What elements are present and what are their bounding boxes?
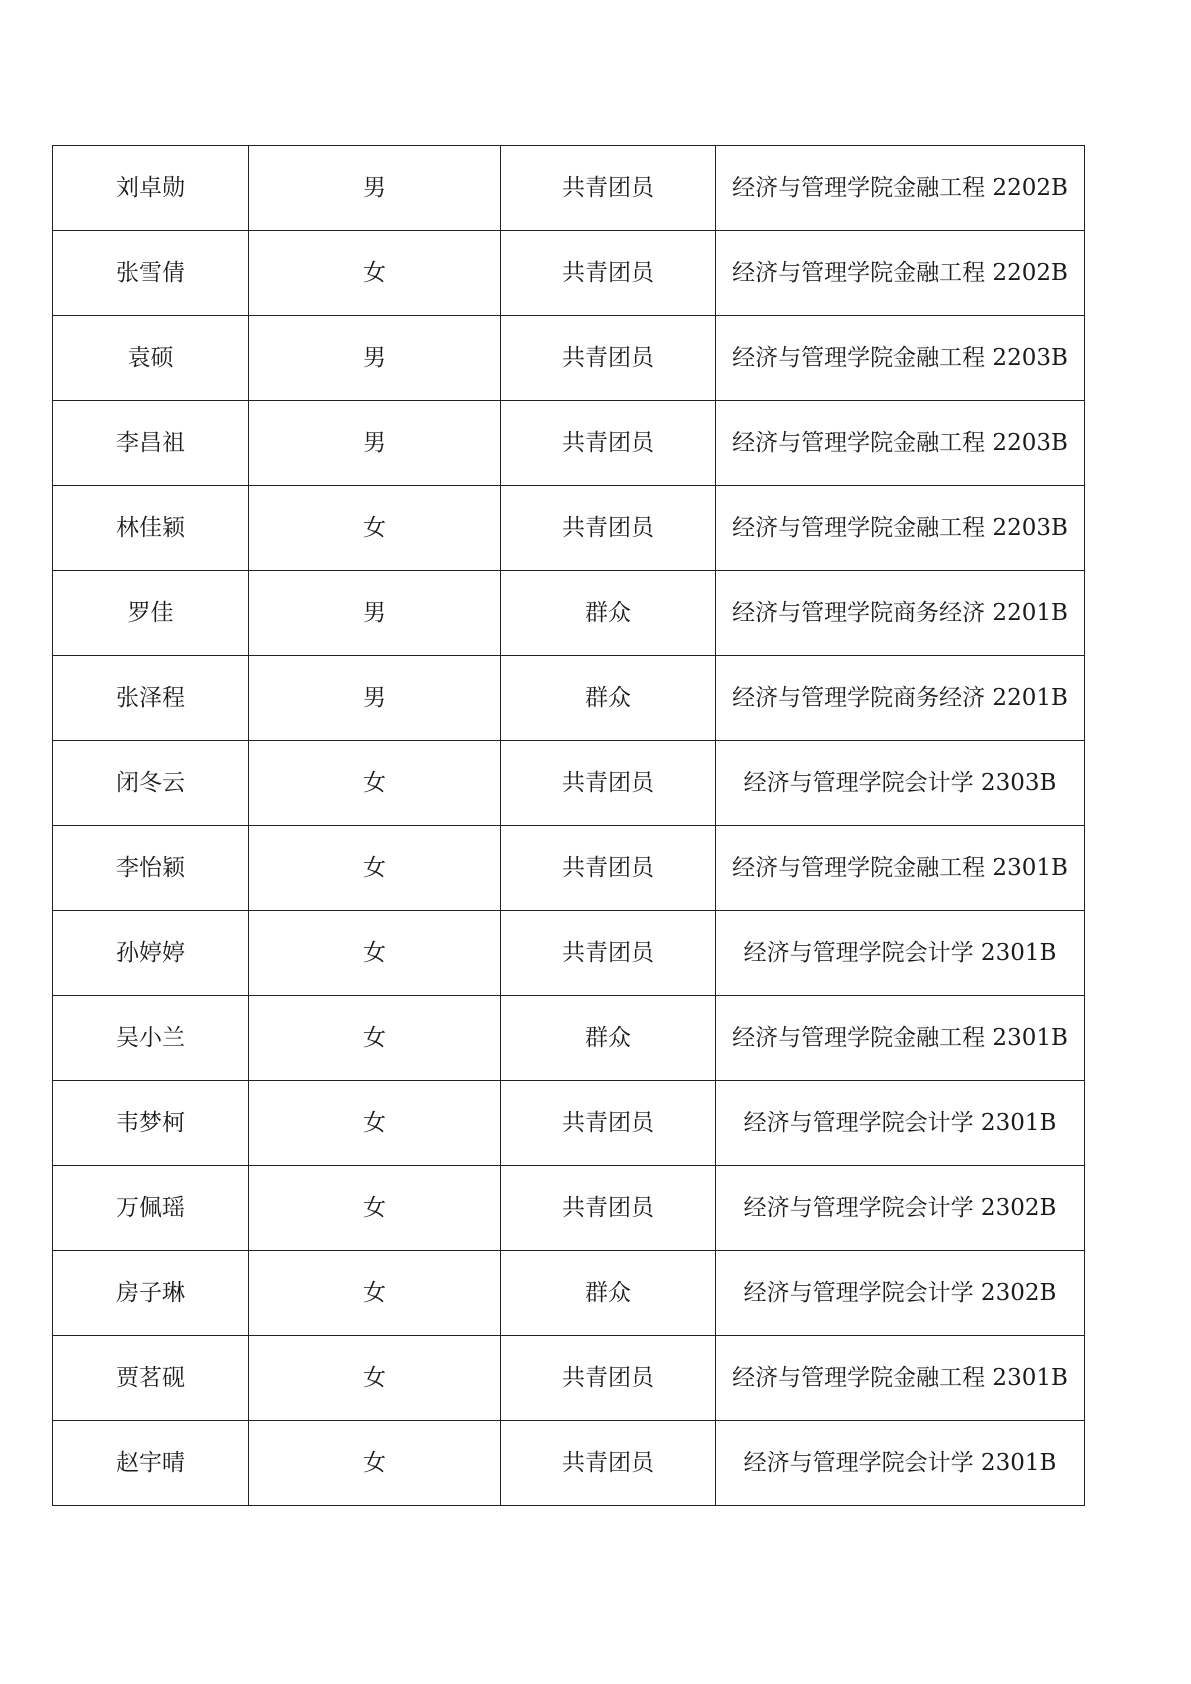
student-name-cell: 万佩瑶 (53, 1166, 249, 1251)
gender-cell: 女 (249, 741, 501, 826)
student-name-cell: 孙婷婷 (53, 911, 249, 996)
student-name-cell: 袁硕 (53, 316, 249, 401)
student-name-cell: 韦梦柯 (53, 1081, 249, 1166)
political-status-cell: 共青团员 (501, 741, 716, 826)
table-row (53, 1251, 1085, 1336)
table-row (53, 231, 1085, 316)
gender-cell: 女 (249, 826, 501, 911)
table-row (53, 1166, 1085, 1251)
class-cell: 经济与管理学院会计学 2301B (716, 1081, 1085, 1166)
class-cell: 经济与管理学院会计学 2302B (716, 1166, 1085, 1251)
student-name-cell: 李怡颖 (53, 826, 249, 911)
table-row (53, 1081, 1085, 1166)
political-status-cell: 共青团员 (501, 1421, 716, 1506)
student-name-cell: 贾茗砚 (53, 1336, 249, 1421)
class-cell: 经济与管理学院会计学 2303B (716, 741, 1085, 826)
student-roster-table (52, 145, 1085, 1506)
political-status-cell: 共青团员 (501, 146, 716, 231)
table-row (53, 911, 1085, 996)
class-cell: 经济与管理学院商务经济 2201B (716, 571, 1085, 656)
student-name-cell: 张泽程 (53, 656, 249, 741)
political-status-cell: 共青团员 (501, 1081, 716, 1166)
political-status-cell: 群众 (501, 996, 716, 1081)
gender-cell: 女 (249, 1421, 501, 1506)
gender-cell: 女 (249, 231, 501, 316)
gender-cell: 女 (249, 1166, 501, 1251)
political-status-cell: 共青团员 (501, 486, 716, 571)
gender-cell: 男 (249, 316, 501, 401)
gender-cell: 女 (249, 1251, 501, 1336)
gender-cell: 女 (249, 1336, 501, 1421)
class-cell: 经济与管理学院金融工程 2301B (716, 826, 1085, 911)
class-cell: 经济与管理学院金融工程 2301B (716, 996, 1085, 1081)
political-status-cell: 共青团员 (501, 826, 716, 911)
class-cell: 经济与管理学院商务经济 2201B (716, 656, 1085, 741)
table-row (53, 486, 1085, 571)
political-status-cell: 共青团员 (501, 316, 716, 401)
table-row (53, 826, 1085, 911)
student-name-cell: 刘卓勋 (53, 146, 249, 231)
political-status-cell: 共青团员 (501, 1336, 716, 1421)
political-status-cell: 共青团员 (501, 911, 716, 996)
table-row (53, 1336, 1085, 1421)
class-cell: 经济与管理学院金融工程 2202B (716, 146, 1085, 231)
student-name-cell: 闭冬云 (53, 741, 249, 826)
gender-cell: 女 (249, 996, 501, 1081)
table-row (53, 741, 1085, 826)
class-cell: 经济与管理学院会计学 2301B (716, 1421, 1085, 1506)
student-name-cell: 罗佳 (53, 571, 249, 656)
student-name-cell: 张雪倩 (53, 231, 249, 316)
table-row (53, 1421, 1085, 1506)
gender-cell: 男 (249, 571, 501, 656)
political-status-cell: 共青团员 (501, 401, 716, 486)
political-status-cell: 共青团员 (501, 1166, 716, 1251)
class-cell: 经济与管理学院金融工程 2301B (716, 1336, 1085, 1421)
student-name-cell: 赵宇晴 (53, 1421, 249, 1506)
table-row (53, 996, 1085, 1081)
table-row (53, 146, 1085, 231)
class-cell: 经济与管理学院会计学 2302B (716, 1251, 1085, 1336)
student-name-cell: 吴小兰 (53, 996, 249, 1081)
gender-cell: 男 (249, 401, 501, 486)
gender-cell: 女 (249, 1081, 501, 1166)
roster-body (53, 146, 1085, 1506)
gender-cell: 男 (249, 656, 501, 741)
class-cell: 经济与管理学院金融工程 2203B (716, 316, 1085, 401)
gender-cell: 男 (249, 146, 501, 231)
gender-cell: 女 (249, 911, 501, 996)
political-status-cell: 共青团员 (501, 231, 716, 316)
class-cell: 经济与管理学院会计学 2301B (716, 911, 1085, 996)
table-row (53, 401, 1085, 486)
political-status-cell: 群众 (501, 1251, 716, 1336)
political-status-cell: 群众 (501, 656, 716, 741)
political-status-cell: 群众 (501, 571, 716, 656)
class-cell: 经济与管理学院金融工程 2202B (716, 231, 1085, 316)
table-row (53, 571, 1085, 656)
student-name-cell: 李昌祖 (53, 401, 249, 486)
class-cell: 经济与管理学院金融工程 2203B (716, 401, 1085, 486)
student-name-cell: 房子琳 (53, 1251, 249, 1336)
gender-cell: 女 (249, 486, 501, 571)
student-name-cell: 林佳颖 (53, 486, 249, 571)
class-cell: 经济与管理学院金融工程 2203B (716, 486, 1085, 571)
table-row (53, 656, 1085, 741)
table-row (53, 316, 1085, 401)
